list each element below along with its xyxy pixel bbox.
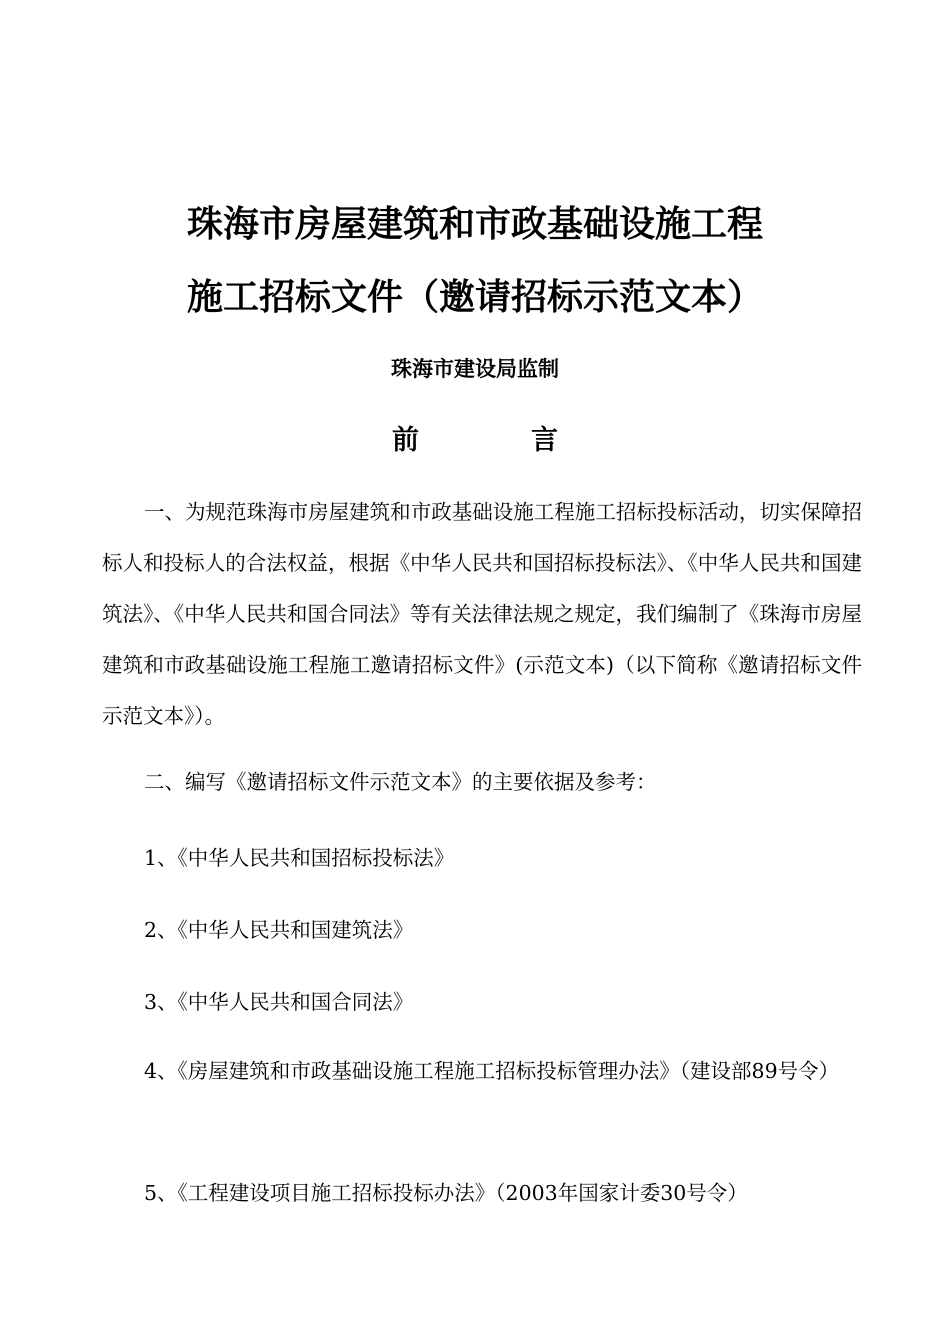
preface-heading-char-2: 言 (531, 425, 558, 456)
document-title-line-2: 施工招标文件（邀请招标示范文本） (186, 277, 763, 318)
list-item-reference-4: 4、《房屋建筑和市政基础设施工程施工招标投标管理办法》（建设部89号令） (144, 1059, 840, 1083)
list-item-reference-5: 5、《工程建设项目施工招标投标办法》（2003年国家计委30号令） (144, 1181, 748, 1205)
list-item-reference-3: 3、《中华人民共和国合同法》 (144, 990, 414, 1014)
paragraph-purpose: 一、为规范珠海市房屋建筑和市政基础设施工程施工招标投标活动，切实保障招标人和投标人的合法权益，根据《中华人民共和国招标投标法》、《中华人民共和国建筑法》、《中华人民共和国合同法》等有关法律法规之规定，我们编制了《珠海市房屋建筑和市政基础设施工程施工邀请招标文件》(示范文本)（以下简称《邀请招标文件示范文本》）。 (102, 500, 862, 728)
list-item-reference-2: 2、《中华人民共和国建筑法》 (144, 918, 414, 942)
paragraph-basis-intro: 二、编写《邀请招标文件示范文本》的主要依据及参考： (144, 770, 657, 794)
preface-heading-char-1: 前 (392, 425, 419, 456)
document-title-line-1: 珠海市房屋建筑和市政基础设施工程 (186, 204, 763, 245)
issuer-line: 珠海市建设局监制 (391, 357, 559, 381)
list-item-reference-1: 1、《中华人民共和国招标投标法》 (144, 846, 455, 870)
preface-heading (0, 424, 950, 458)
